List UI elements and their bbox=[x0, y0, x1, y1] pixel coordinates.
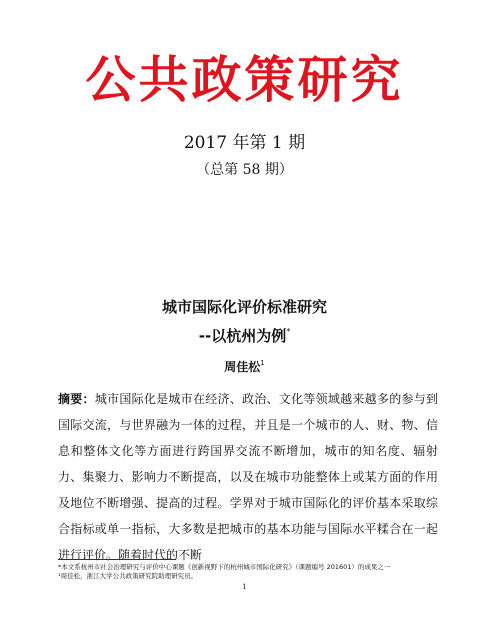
subtitle-footnote-mark: * bbox=[286, 327, 291, 336]
author-footnote-mark: 1 bbox=[260, 359, 265, 367]
article-title: 城市国际化评价标准研究 bbox=[161, 298, 327, 316]
journal-title: 公共政策研究 bbox=[85, 50, 404, 109]
footnote-author: ¹周佳松，浙江大学公共政策研究院助理研究员。 bbox=[58, 572, 198, 580]
abstract bbox=[58, 386, 438, 568]
total-issue-number: （总第 58 期） bbox=[196, 162, 293, 178]
abstract-label: 摘要： bbox=[58, 392, 95, 406]
issue-number: 2017 年第 1 期 bbox=[183, 133, 306, 153]
article-subtitle: --以杭州为例 bbox=[198, 327, 287, 345]
abstract-text: 城市国际化是城市在经济、政治、文化等领域越来越多的参与到国际交流，与世界融为一体的过程，并且是一个城市的人、财、物、信息和整体文化等方面进行跨国界交流不断增加，城市的知名度、辐射力、集聚力、影响力不断提高，以及在城市功能整体上或某方面的作用及地位不断增强、提高的过程。学界对于城市国际化的评价基本采取综合指标或单一指标，大多数是把城市的基本功能与国际水平糅合在一起进行评价。随着时代的不断 bbox=[58, 392, 438, 562]
author-line bbox=[0, 354, 489, 376]
page-number: 1 bbox=[242, 583, 247, 591]
footnote-funding: *本文系杭州市社会治理研究与评价中心课题《创新视野下的杭州城市国际化研究》（课题编号 201601）的成果之一 bbox=[58, 563, 391, 571]
article-subtitle-line bbox=[0, 322, 489, 346]
footnote-divider bbox=[58, 559, 176, 560]
author-name: 周佳松 bbox=[224, 360, 261, 374]
